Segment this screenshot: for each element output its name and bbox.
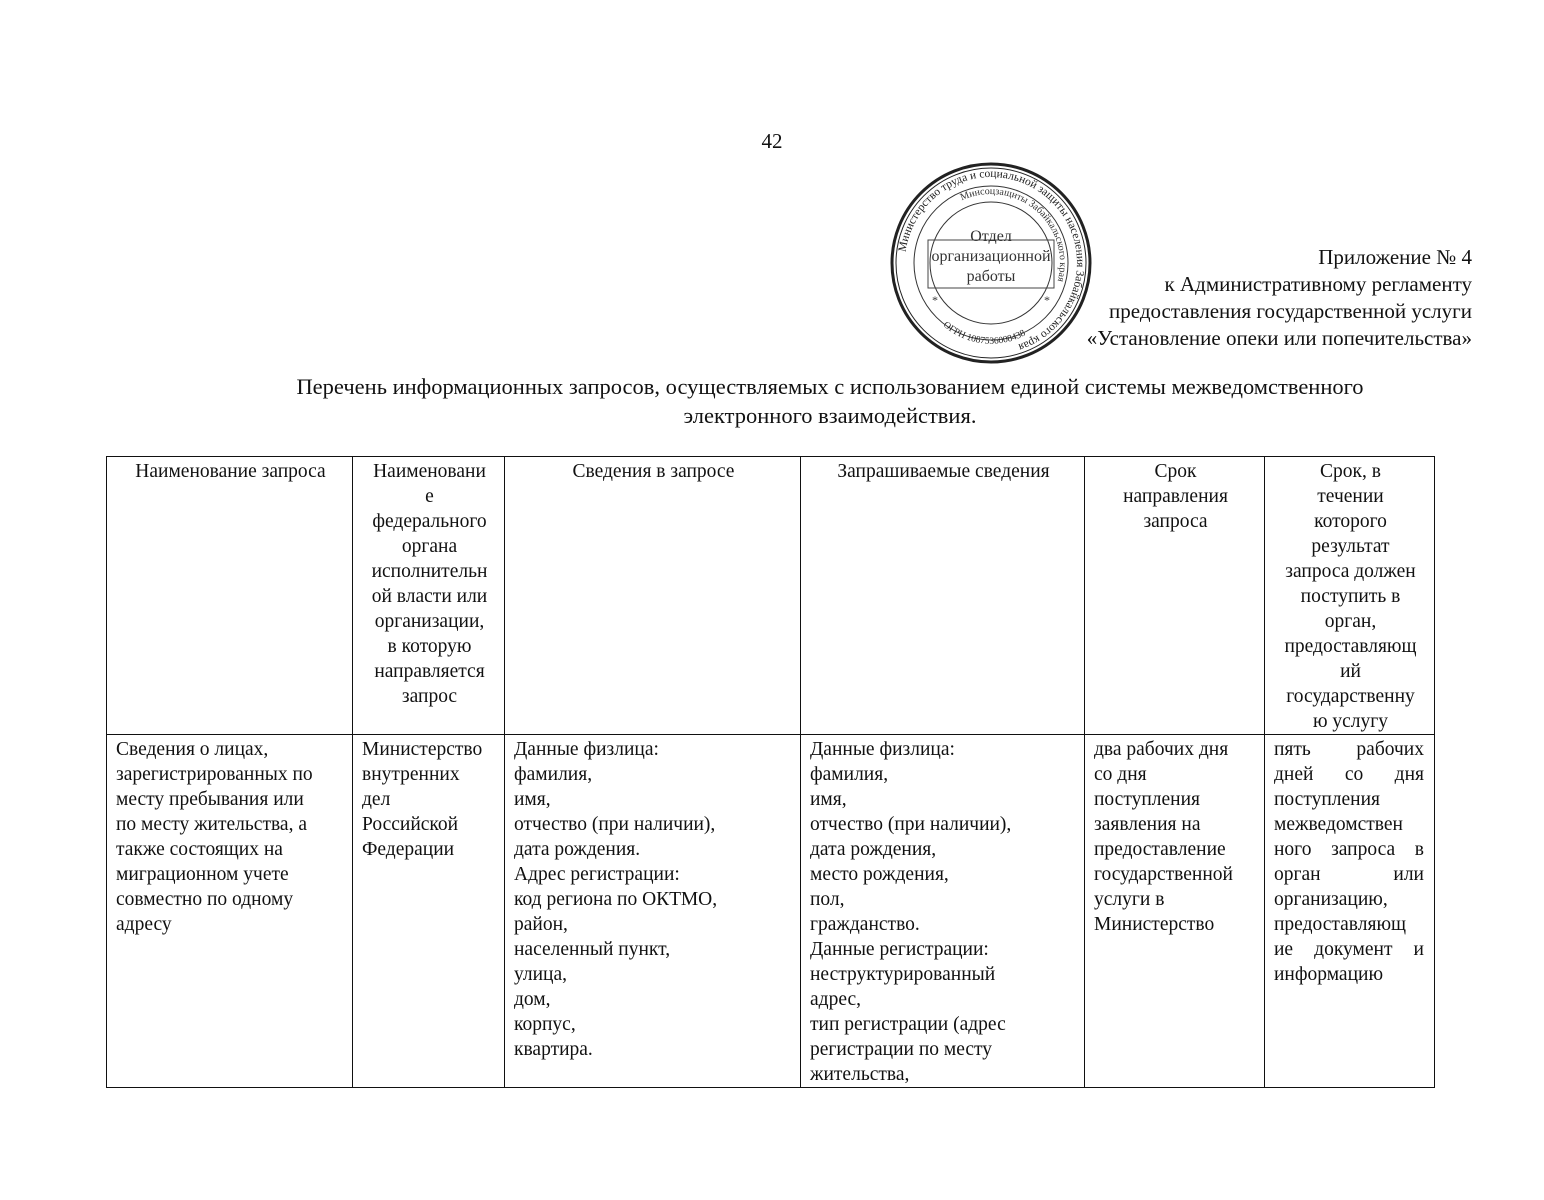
cell-line: жительства, (810, 1064, 910, 1085)
seal-center-line: работы (966, 268, 1016, 285)
cell-word: предоставляющ (1274, 914, 1407, 935)
cell-line: течении (1317, 486, 1384, 507)
cell-result-deadline (1265, 735, 1435, 1088)
cell-line: дом, (514, 989, 551, 1010)
cell-line: со дня (1094, 764, 1147, 785)
cell-line: фамилия, (514, 764, 593, 785)
page-number: 42 (761, 129, 783, 153)
cell-line: миграционном учете (116, 864, 289, 885)
cell-line: Наименование запроса (135, 461, 326, 482)
requests-table (106, 456, 1435, 1088)
cell-line: ий (1340, 661, 1361, 682)
cell-line (1274, 962, 1424, 987)
cell-line (1274, 762, 1424, 787)
cell-word: запроса (1331, 839, 1396, 860)
cell-requested-info (801, 735, 1085, 1088)
cell-line: Сведения в запросе (572, 461, 735, 482)
cell-line: е (425, 486, 434, 507)
cell-line: код региона по ОКТМО, (514, 889, 718, 910)
cell-word: дней (1274, 764, 1314, 785)
cell-line: район, (514, 914, 568, 935)
cell-line: тип регистрации (адрес (810, 1014, 1006, 1035)
appendix-line: «Установление опеки или попечительства» (1086, 326, 1472, 350)
cell-line: регистрации по месту (810, 1039, 993, 1060)
cell-line (1274, 837, 1424, 862)
cell-line: Федерации (362, 839, 455, 860)
cell-line: дата рождения. (514, 839, 641, 860)
cell-word: межведомствен (1274, 814, 1403, 835)
cell-line: поступления (1094, 789, 1201, 810)
cell-line: результат (1311, 536, 1390, 557)
header-request-info (505, 457, 801, 735)
svg-text:*: * (932, 293, 938, 307)
cell-line: государственной (1094, 864, 1233, 885)
cell-line: предоставляющ (1284, 636, 1417, 657)
cell-line: направляется (374, 661, 485, 682)
header-send-deadline (1085, 457, 1265, 735)
cell-line: гражданство. (810, 914, 920, 935)
cell-line: поступить в (1300, 586, 1401, 607)
appendix-line: Приложение № 4 (1318, 245, 1472, 269)
header-agency (353, 457, 505, 735)
cell-line: Запрашиваемые сведения (837, 461, 1050, 482)
cell-line: государственну (1286, 686, 1415, 707)
cell-line: Министерство (1094, 914, 1215, 935)
cell-word: орган (1274, 864, 1321, 885)
cell-line: Наименовани (373, 461, 486, 482)
cell-line: предоставление (1094, 839, 1226, 860)
cell-line: исполнительн (371, 561, 488, 582)
cell-line: Данные регистрации: (810, 939, 989, 960)
cell-line: органа (401, 536, 458, 557)
cell-line: запроса должен (1285, 561, 1416, 582)
cell-word: организацию, (1274, 889, 1388, 910)
cell-word: и (1413, 939, 1424, 960)
cell-line: Данные физлица: (514, 739, 659, 760)
cell-line: которого (1314, 511, 1387, 532)
cell-word: документ (1314, 939, 1393, 960)
cell-line: отчество (при наличии), (810, 814, 1012, 835)
cell-line: улица, (514, 964, 568, 985)
header-result-deadline (1265, 457, 1435, 735)
cell-line: совместно по одному (116, 889, 294, 910)
cell-line: зарегистрированных по (116, 764, 313, 785)
document-title (110, 372, 1544, 430)
cell-line: ю услугу (1312, 711, 1389, 732)
cell-line: по месту жительства, а (116, 814, 307, 835)
cell-line: месту пребывания или (116, 789, 304, 810)
cell-line: адрес, (810, 989, 861, 1010)
cell-line: отчество (при наличии), (514, 814, 716, 835)
cell-line: адресу (116, 914, 172, 935)
cell-line: неструктурированный (810, 964, 996, 985)
cell-line: пол, (810, 889, 845, 910)
cell-agency (353, 735, 505, 1088)
cell-request-name (107, 735, 353, 1088)
cell-word: со (1344, 764, 1364, 785)
cell-line: Данные физлица: (810, 739, 955, 760)
cell-line: Министерство (362, 739, 483, 760)
cell-word: в (1414, 839, 1424, 860)
cell-word: рабочих (1356, 739, 1424, 760)
cell-line (1274, 737, 1424, 762)
cell-line: услуги в (1094, 889, 1165, 910)
cell-word: или (1393, 864, 1424, 885)
cell-line: федерального (372, 511, 487, 532)
cell-word: дня (1394, 764, 1424, 785)
seal-outer-text: Министерство труда и социальной защиты населения Забайкальского края (896, 167, 1087, 354)
cell-line: Адрес регистрации: (514, 864, 680, 885)
cell-line: запрос (401, 686, 458, 707)
cell-line: дата рождения, (810, 839, 937, 860)
appendix-line: к Административному регламенту (1164, 272, 1472, 296)
seal-center-line: организационной (931, 248, 1051, 265)
appendix-line: предоставления государственной услуги (1109, 299, 1472, 323)
cell-word: поступления (1274, 789, 1381, 810)
cell-line (1274, 787, 1424, 812)
cell-line: имя, (810, 789, 847, 810)
cell-line: место рождения, (810, 864, 949, 885)
cell-line: два рабочих дня (1094, 739, 1229, 760)
cell-line (1274, 912, 1424, 937)
cell-word: информацию (1274, 964, 1384, 985)
cell-line: орган, (1324, 611, 1377, 632)
cell-line: направления (1123, 486, 1228, 507)
cell-line: дел (362, 789, 391, 810)
cell-line: корпус, (514, 1014, 576, 1035)
cell-line: населенный пункт, (514, 939, 671, 960)
appendix-header (952, 244, 1472, 352)
seal-inner-text: Минсоцзащиты Забайкальского края (958, 185, 1069, 283)
header-requested-info (801, 457, 1085, 735)
cell-line (1274, 812, 1424, 837)
table-header-row (107, 457, 1435, 735)
cell-line (1274, 887, 1424, 912)
svg-text:*: * (1044, 293, 1050, 307)
cell-line: заявления на (1094, 814, 1201, 835)
cell-word: ного (1274, 839, 1312, 860)
cell-line: Срок (1154, 461, 1197, 482)
seal-ogrn-text: ОГРН 1087536008438 (941, 320, 1028, 347)
cell-word: ие (1274, 939, 1294, 960)
cell-line: Российской (362, 814, 459, 835)
cell-line (1274, 862, 1424, 887)
cell-request-info (505, 735, 801, 1088)
cell-line (1274, 937, 1424, 962)
cell-send-deadline (1085, 735, 1265, 1088)
title-line: Перечень информационных запросов, осуществляемых с использованием единой системы межведомственного (296, 374, 1364, 399)
cell-line: организации, (374, 611, 485, 632)
cell-line: запроса (1143, 511, 1208, 532)
cell-line: квартира. (514, 1039, 593, 1060)
header-request-name (107, 457, 353, 735)
cell-line: внутренних (362, 764, 460, 785)
cell-line: фамилия, (810, 764, 889, 785)
cell-line: в которую (387, 636, 472, 657)
title-line: электронного взаимодействия. (683, 403, 977, 428)
cell-word: пять (1274, 739, 1311, 760)
table-row (107, 735, 1435, 1088)
cell-line: также состоящих на (116, 839, 283, 860)
seal-center-line: Отдел (970, 228, 1012, 245)
cell-line: ой власти или (371, 586, 488, 607)
cell-line: имя, (514, 789, 551, 810)
cell-line: Сведения о лицах, (116, 739, 269, 760)
cell-line: Срок, в (1320, 461, 1381, 482)
